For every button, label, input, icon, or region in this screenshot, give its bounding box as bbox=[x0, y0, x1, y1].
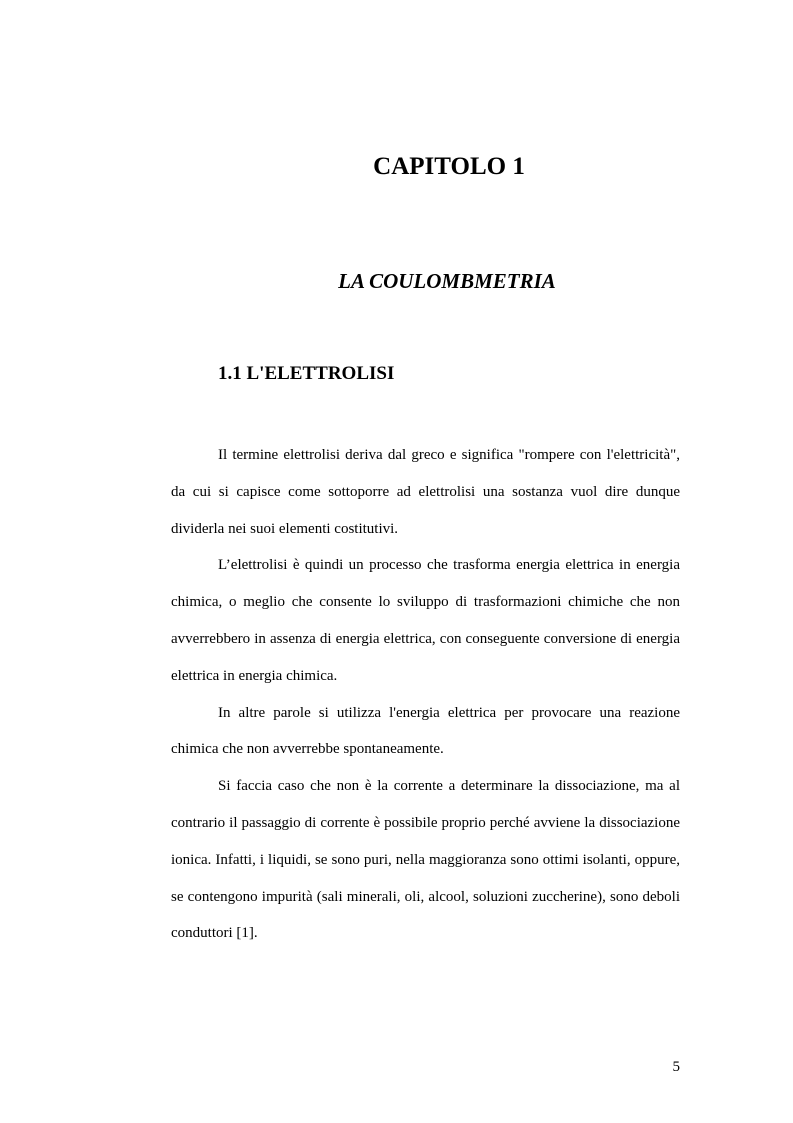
paragraph: Si faccia caso che non è la corrente a determinare la dissociazione, ma al contrario il passaggio di corrente è possibile proprio perché avviene la dissociazione ionica. Infatti, i liquidi, se sono puri, nella maggioranza sono ottimi isolanti, oppure, se contengono impurità (sali minerali, oli, alcool, soluzioni zuccherine), sono deboli conduttori [1]. bbox=[171, 778, 680, 942]
section-heading: 1.1 L'ELETTROLISI bbox=[218, 363, 395, 384]
chapter-title: LA COULOMBMETRIA bbox=[338, 269, 556, 293]
paragraph: Il termine elettrolisi deriva dal greco e significa "rompere con l'elettricità", da cui si capisce come sottoporre ad elettrolisi una sostanza vuol dire dunque dividerla nei suoi elementi costitutivi. bbox=[171, 447, 680, 537]
page-number: 5 bbox=[672, 1059, 680, 1075]
chapter-label: CAPITOLO 1 bbox=[373, 153, 525, 180]
paragraph: L’elettrolisi è quindi un processo che trasforma energia elettrica in energia chimica, o meglio che consente lo sviluppo di trasformazioni chimiche che non avverrebbero in assenza di energia elettrica, con conseguente conversione di energia elettrica in energia chimica. bbox=[171, 557, 680, 684]
body-text bbox=[171, 437, 680, 952]
paragraph: In altre parole si utilizza l'energia elettrica per provocare una reazione chimica che non avverrebbe spontaneamente. bbox=[171, 704, 680, 758]
